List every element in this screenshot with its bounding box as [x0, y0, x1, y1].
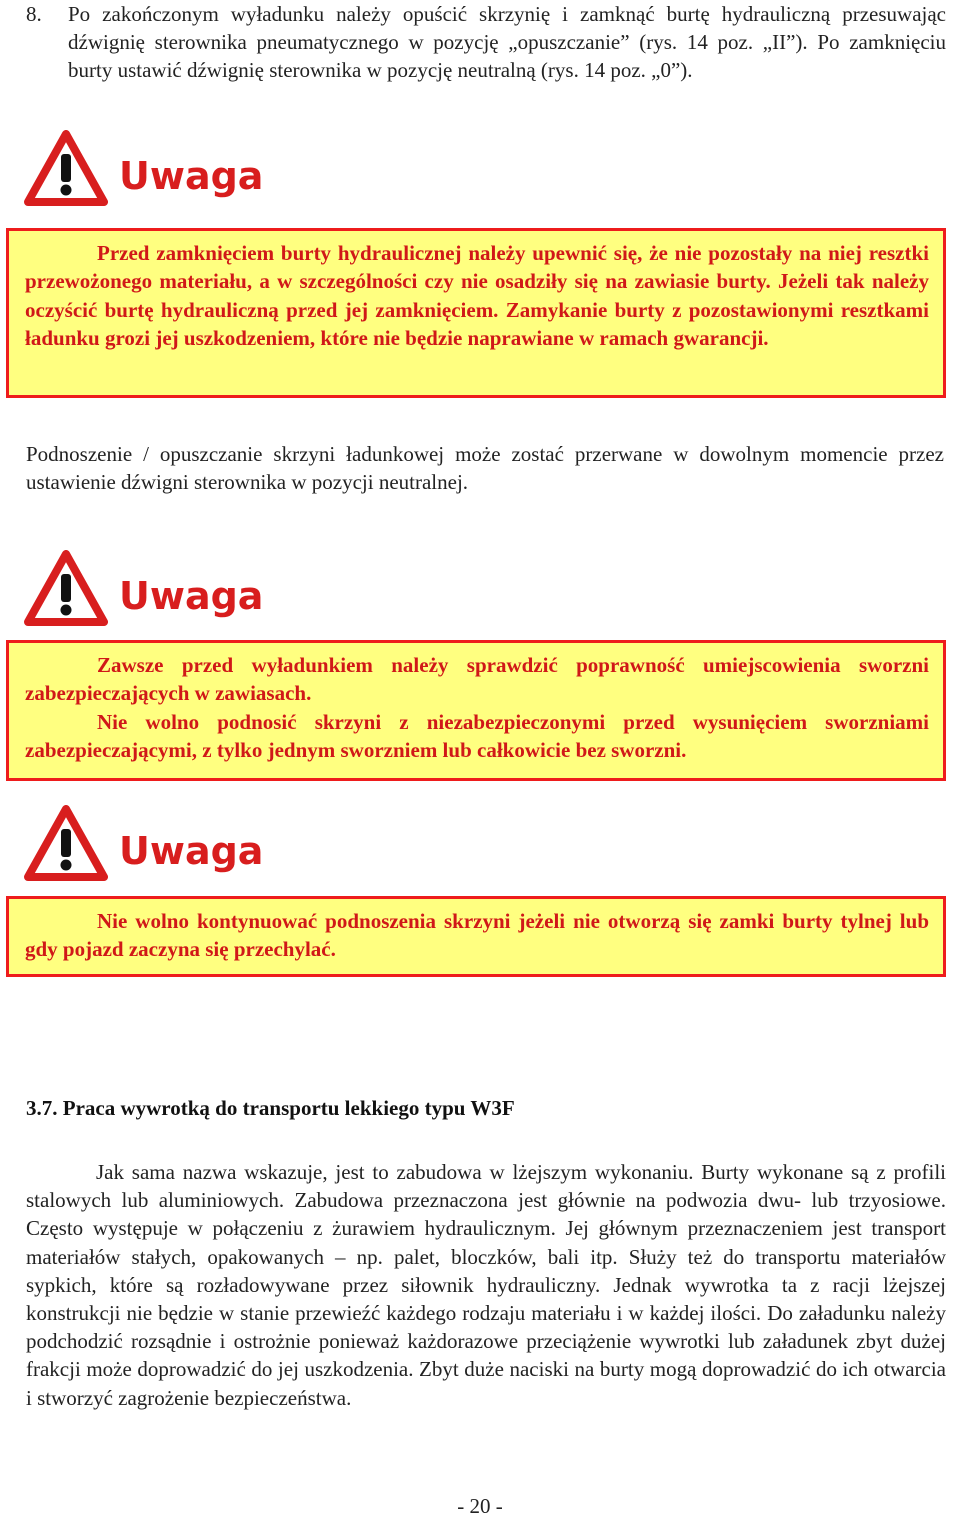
warning-text: Przed zamknięciem burty hydraulicznej należy upewnić się, że nie pozostały na niej resztki przewożonego materiału, a w szczególności czy nie osadziły się na zawiasie burty. Jeżeli tak należy oczyścić burtę hydrauliczną przed jej zamknięciem. Zamykanie burty z pozostawionymi resztkami ładunku grozi jej uszkodzeniem, które nie będzie naprawiane w ramach gwarancji.: [25, 241, 929, 350]
warning-box-2: [6, 640, 946, 781]
warning-triangle-icon: [24, 550, 108, 626]
warning-triangle-icon: [24, 130, 108, 206]
warning-text-line1: Zawsze przed wyładunkiem należy sprawdzić poprawność umiejscowienia sworzni zabezpieczających w zawiasach.: [25, 653, 929, 706]
warning-header-1: [24, 130, 264, 210]
warning-label: Uwaga: [119, 829, 264, 873]
warning-label: Uwaga: [119, 574, 264, 618]
warning-text: Nie wolno kontynuować podnoszenia skrzyni jeżeli nie otworzą się zamki burty tylnej lub gdy pojazd zaczyna się przechylać.: [25, 909, 929, 962]
warning-label: Uwaga: [119, 154, 264, 198]
paragraph: [26, 440, 944, 496]
warning-triangle-icon: [24, 805, 108, 881]
section-body: [26, 1158, 946, 1412]
warning-header-2: [24, 550, 264, 630]
warning-box-1: [6, 228, 946, 398]
page-number: - 20 -: [457, 1494, 503, 1518]
list-item-8: [26, 0, 946, 84]
section-body-text: Jak sama nazwa wskazuje, jest to zabudowa w lżejszym wykonaniu. Burty wykonane są z profili stalowych lub aluminiowych. Zabudowa przeznaczona jest głównie na podwozia dwu- lub trzyosiowe. Często występuje w połączeniu z żurawiem hydraulicznym. Jej głównym przeznaczeniem jest transport materiałów stałych, opakowanych – np. palet, bloczków, bali itp. Służy też do transportu materiałów sypkich, które są rozładowywane przez siłownik hydrauliczny. Jednak wywrotka ta z racji lżejszej konstrukcji nie będzie w stanie przewieźć każdego rodzaju materiału i w każdej ilości. Do załadunku należy podchodzić rozsądnie i ostrożnie ponieważ każdorazowe przeciążenie wywrotki lub załadunek zbyt dużej frakcji może doprowadzić do jej uszkodzenia. Zbyt duże naciski na burty mogą doprowadzić do ich otwarcia i stworzyć zagrożenie bezpieczeństwa.: [26, 1160, 946, 1410]
list-item-text: Po zakończonym wyładunku należy opuścić skrzynię i zamknąć burtę hydrauliczną przesuwając dźwignię sterownika pneumatycznego w pozycję „opuszczanie” (rys. 14 poz. „II”). Po zamknięciu burty ustawić dźwignię sterownika w pozycję neutralną (rys. 14 poz. „0”).: [68, 2, 946, 82]
warning-box-3: [6, 896, 946, 977]
section-heading: 3.7. Praca wywrotką do transportu lekkiego typu W3F: [26, 1096, 515, 1120]
paragraph-text: Podnoszenie / opuszczanie skrzyni ładunkowej może zostać przerwane w dowolnym momencie przez ustawienie dźwigni sterownika w pozycji neutralnej.: [26, 442, 944, 494]
list-number: 8.: [26, 2, 42, 26]
warning-text-line2: Nie wolno podnosić skrzyni z niezabezpieczonymi przed wysunięciem sworzniami zabezpieczającymi, z tylko jednym sworzniem lub całkowicie bez sworzni.: [25, 709, 929, 762]
warning-header-3: [24, 805, 264, 885]
